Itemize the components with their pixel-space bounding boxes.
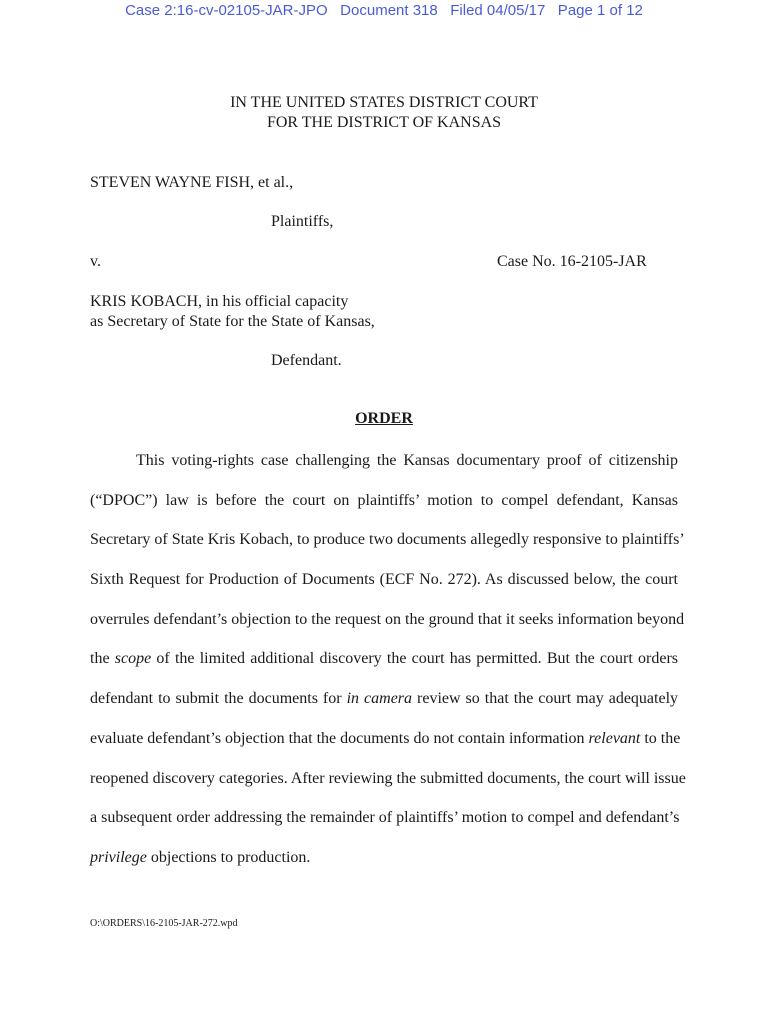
- body-line: (“DPOC”) law is before the court on plaintiffs’ motion to compel defendant, Kansas: [90, 491, 678, 509]
- defendant-role: Defendant.: [271, 352, 342, 369]
- footer-file-path: O:\ORDERS\16-2105-JAR-272.wpd: [90, 918, 238, 929]
- body-text-fragment: objections to production.: [146, 848, 311, 866]
- body-line: a subsequent order addressing the remainder of plaintiffs’ motion to compel and defendant’s: [90, 809, 680, 827]
- body-line: [90, 719, 681, 759]
- body-line: Sixth Request for Production of Documents (ECF No. 272). As discussed below, the court: [90, 571, 678, 589]
- court-title-line-1: IN THE UNITED STATES DISTRICT COURT: [230, 94, 538, 111]
- emphasis-relevant: relevant: [588, 729, 641, 747]
- plaintiff-name: STEVEN WAYNE FISH, et al.,: [90, 174, 294, 191]
- defendant-capacity: as Secretary of State for the State of Kansas,: [90, 313, 375, 330]
- body-text-fragment: review so that the court may adequately: [412, 690, 679, 708]
- body-text-fragment: to the: [640, 729, 681, 747]
- order-body: [90, 441, 686, 878]
- body-text-fragment: of the limited additional discovery the court has permitted. But the court orders: [151, 650, 678, 668]
- court-title-line-2: FOR THE DISTRICT OF KANSAS: [266, 114, 502, 131]
- case-number: Case No. 16-2105-JAR: [497, 253, 647, 270]
- body-line: [90, 639, 678, 679]
- plaintiff-role: Plaintiffs,: [271, 213, 334, 230]
- filing-header: Case 2:16-cv-02105-JAR-JPO Document 318 Filed 04/05/17 Page 1 of 12: [125, 2, 643, 19]
- body-line: This voting-rights case challenging the Kansas documentary proof of citizenship: [136, 452, 678, 469]
- body-text-fragment: evaluate defendant’s objection that the documents do not contain information: [90, 729, 589, 747]
- body-line: [90, 679, 678, 719]
- body-line: overrules defendant’s objection to the request on the ground that it seeks information beyond: [90, 610, 685, 628]
- emphasis-scope: scope: [114, 650, 152, 668]
- order-heading: ORDER: [355, 410, 413, 427]
- versus: v.: [90, 253, 101, 270]
- body-text-fragment: defendant to submit the documents for: [90, 690, 347, 708]
- emphasis-privilege: privilege: [90, 848, 147, 866]
- body-line: reopened discovery categories. After reviewing the submitted documents, the court will issue: [90, 769, 686, 787]
- body-line: [90, 838, 678, 878]
- defendant-name: KRIS KOBACH, in his official capacity: [90, 293, 349, 310]
- court-title: [0, 93, 768, 133]
- body-text-fragment: the: [90, 650, 115, 668]
- body-line: Secretary of State Kris Kobach, to produce two documents allegedly responsive to plaintiffs’: [90, 531, 685, 549]
- emphasis-in-camera: in camera: [346, 690, 413, 708]
